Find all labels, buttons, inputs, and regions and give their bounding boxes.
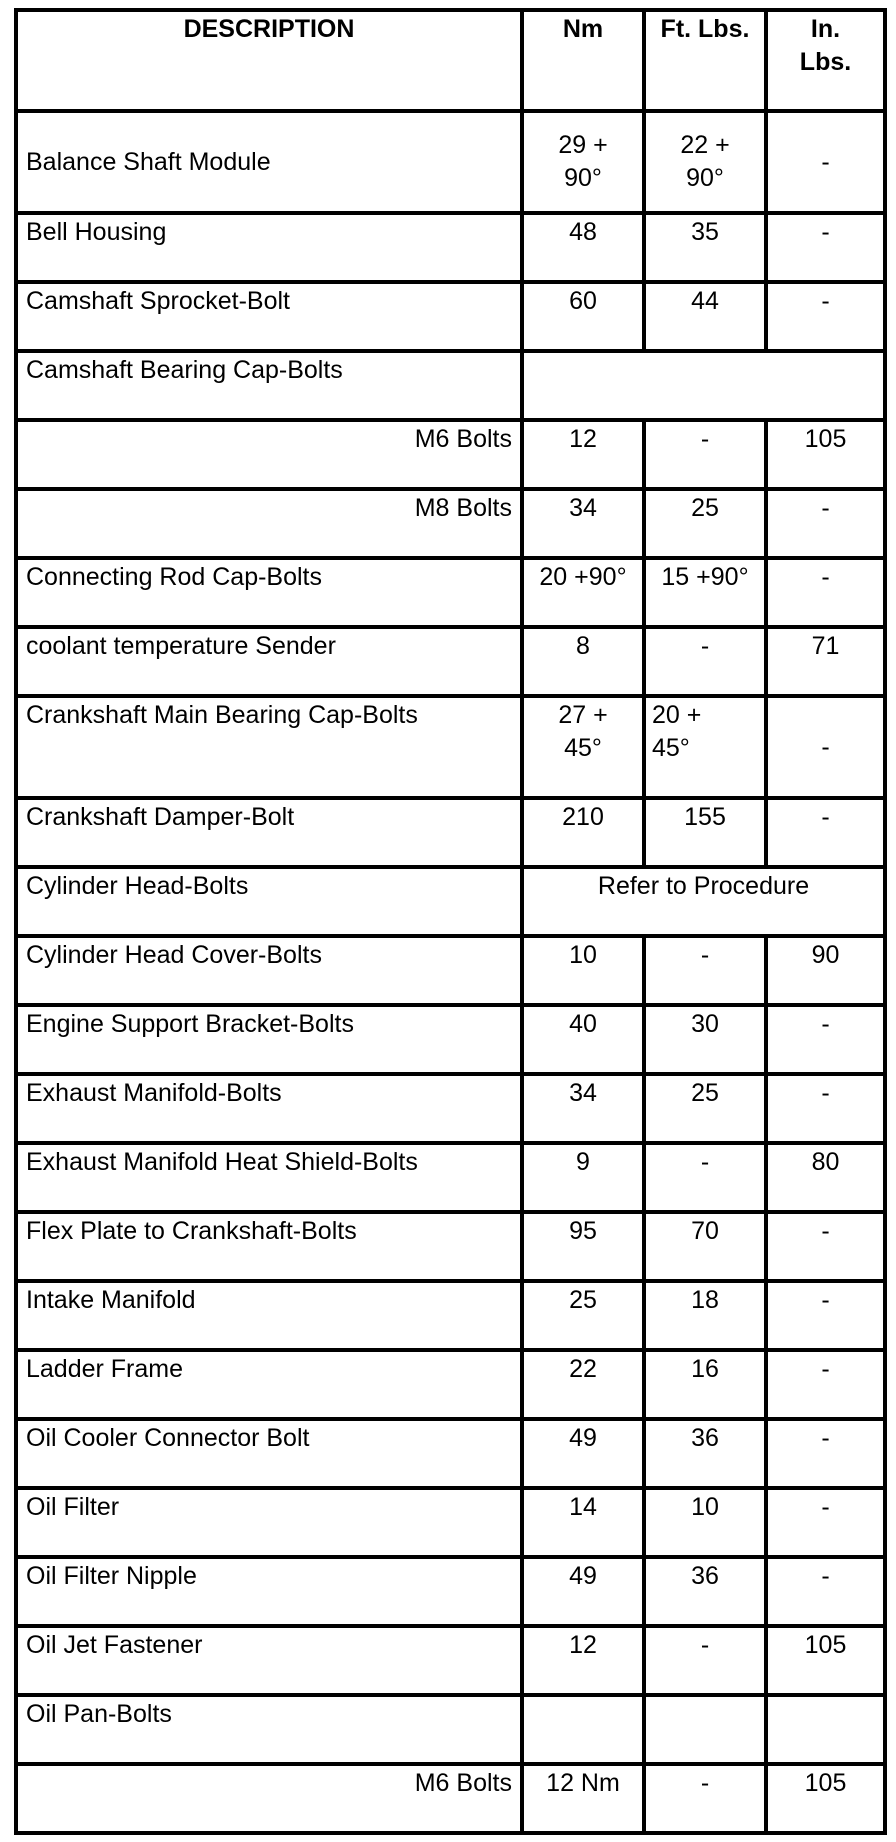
table-row bbox=[16, 1557, 885, 1626]
description-cell: M6 Bolts bbox=[16, 420, 522, 489]
table-row bbox=[16, 696, 885, 798]
description-cell: Crankshaft Main Bearing Cap-Bolts bbox=[16, 696, 522, 798]
description-cell: Exhaust Manifold-Bolts bbox=[16, 1074, 522, 1143]
nm-cell: 27 + 45° bbox=[522, 696, 644, 798]
ft-lbs-cell: 25 bbox=[644, 1074, 766, 1143]
nm-cell: 22 bbox=[522, 1350, 644, 1419]
in-lbs-cell: 105 bbox=[766, 420, 885, 489]
description-cell: Oil Pan-Bolts bbox=[16, 1695, 522, 1764]
header-in-lbs: In. Lbs. bbox=[766, 10, 885, 111]
description-cell: Crankshaft Damper-Bolt bbox=[16, 798, 522, 867]
in-lbs-cell: 90 bbox=[766, 936, 885, 1005]
table-row bbox=[16, 282, 885, 351]
nm-cell: 14 bbox=[522, 1488, 644, 1557]
ft-lbs-cell: 10 bbox=[644, 1488, 766, 1557]
in-lbs-cell: - bbox=[766, 1281, 885, 1350]
in-lbs-cell: - bbox=[766, 213, 885, 282]
nm-cell: 60 bbox=[522, 282, 644, 351]
in-lbs-cell: - bbox=[766, 111, 885, 213]
header-nm: Nm bbox=[522, 10, 644, 111]
nm-cell: 12 Nm bbox=[522, 1764, 644, 1833]
table-row bbox=[16, 1074, 885, 1143]
description-cell: Oil Jet Fastener bbox=[16, 1626, 522, 1695]
ft-lbs-cell: 18 bbox=[644, 1281, 766, 1350]
in-lbs-cell: - bbox=[766, 1005, 885, 1074]
ft-lbs-cell: - bbox=[644, 1764, 766, 1833]
empty-cell bbox=[522, 1695, 644, 1764]
description-cell: Ladder Frame bbox=[16, 1350, 522, 1419]
table-row bbox=[16, 1143, 885, 1212]
table-row bbox=[16, 627, 885, 696]
in-lbs-cell: 80 bbox=[766, 1143, 885, 1212]
nm-cell: 9 bbox=[522, 1143, 644, 1212]
description-cell: Exhaust Manifold Heat Shield-Bolts bbox=[16, 1143, 522, 1212]
table-row bbox=[16, 1419, 885, 1488]
nm-cell: 40 bbox=[522, 1005, 644, 1074]
ft-lbs-cell: 20 + 45° bbox=[644, 696, 766, 798]
description-cell: Camshaft Sprocket-Bolt bbox=[16, 282, 522, 351]
ft-lbs-cell: 22 + 90° bbox=[644, 111, 766, 213]
in-lbs-cell: - bbox=[766, 1350, 885, 1419]
table-row bbox=[16, 420, 885, 489]
table-row bbox=[16, 111, 885, 213]
nm-cell: 25 bbox=[522, 1281, 644, 1350]
description-cell: M6 Bolts bbox=[16, 1764, 522, 1833]
nm-cell: 12 bbox=[522, 420, 644, 489]
empty-cell bbox=[766, 1695, 885, 1764]
description-cell: Flex Plate to Crankshaft-Bolts bbox=[16, 1212, 522, 1281]
procedure-note: Refer to Procedure bbox=[522, 867, 885, 936]
description-cell: Oil Filter Nipple bbox=[16, 1557, 522, 1626]
empty-cell bbox=[644, 1695, 766, 1764]
ft-lbs-cell: 30 bbox=[644, 1005, 766, 1074]
header-row bbox=[16, 10, 885, 111]
description-cell: Engine Support Bracket-Bolts bbox=[16, 1005, 522, 1074]
table-row bbox=[16, 1350, 885, 1419]
description-cell: Balance Shaft Module bbox=[16, 111, 522, 213]
table-row bbox=[16, 213, 885, 282]
description-cell: Bell Housing bbox=[16, 213, 522, 282]
table-row bbox=[16, 558, 885, 627]
in-lbs-cell: - bbox=[766, 1212, 885, 1281]
description-cell: Connecting Rod Cap-Bolts bbox=[16, 558, 522, 627]
ft-lbs-cell: 16 bbox=[644, 1350, 766, 1419]
table-row bbox=[16, 1005, 885, 1074]
description-cell: Oil Filter bbox=[16, 1488, 522, 1557]
table-row bbox=[16, 1764, 885, 1833]
nm-cell: 29 + 90° bbox=[522, 111, 644, 213]
header-ft-lbs: Ft. Lbs. bbox=[644, 10, 766, 111]
description-cell: M8 Bolts bbox=[16, 489, 522, 558]
in-lbs-cell: - bbox=[766, 282, 885, 351]
nm-cell: 49 bbox=[522, 1419, 644, 1488]
table-row bbox=[16, 1695, 885, 1764]
table-row bbox=[16, 1212, 885, 1281]
table-row bbox=[16, 1281, 885, 1350]
in-lbs-cell: - bbox=[766, 696, 885, 798]
ft-lbs-cell: 36 bbox=[644, 1419, 766, 1488]
table-row bbox=[16, 489, 885, 558]
nm-cell: 12 bbox=[522, 1626, 644, 1695]
in-lbs-cell: - bbox=[766, 1488, 885, 1557]
ft-lbs-cell: 36 bbox=[644, 1557, 766, 1626]
ft-lbs-cell: 44 bbox=[644, 282, 766, 351]
in-lbs-cell: 71 bbox=[766, 627, 885, 696]
ft-lbs-cell: - bbox=[644, 1143, 766, 1212]
in-lbs-cell: - bbox=[766, 1557, 885, 1626]
ft-lbs-cell: - bbox=[644, 627, 766, 696]
in-lbs-cell: - bbox=[766, 558, 885, 627]
table-row bbox=[16, 867, 885, 936]
nm-cell: 8 bbox=[522, 627, 644, 696]
in-lbs-cell: - bbox=[766, 798, 885, 867]
empty-cell bbox=[522, 351, 885, 420]
description-cell: Cylinder Head Cover-Bolts bbox=[16, 936, 522, 1005]
table-row bbox=[16, 1488, 885, 1557]
ft-lbs-cell: - bbox=[644, 1626, 766, 1695]
description-cell: Cylinder Head-Bolts bbox=[16, 867, 522, 936]
ft-lbs-cell: - bbox=[644, 420, 766, 489]
ft-lbs-cell: 25 bbox=[644, 489, 766, 558]
table-row bbox=[16, 1626, 885, 1695]
description-cell: Oil Cooler Connector Bolt bbox=[16, 1419, 522, 1488]
ft-lbs-cell: 70 bbox=[644, 1212, 766, 1281]
nm-cell: 20 +90° bbox=[522, 558, 644, 627]
in-lbs-cell: 105 bbox=[766, 1626, 885, 1695]
ft-lbs-cell: 155 bbox=[644, 798, 766, 867]
in-lbs-cell: 105 bbox=[766, 1764, 885, 1833]
ft-lbs-cell: 35 bbox=[644, 213, 766, 282]
ft-lbs-cell: 15 +90° bbox=[644, 558, 766, 627]
in-lbs-cell: - bbox=[766, 1074, 885, 1143]
nm-cell: 210 bbox=[522, 798, 644, 867]
table-row bbox=[16, 798, 885, 867]
in-lbs-cell: - bbox=[766, 489, 885, 558]
table-row bbox=[16, 936, 885, 1005]
description-cell: Camshaft Bearing Cap-Bolts bbox=[16, 351, 522, 420]
table-row bbox=[16, 351, 885, 420]
nm-cell: 34 bbox=[522, 1074, 644, 1143]
torque-specification-table bbox=[14, 8, 887, 1835]
nm-cell: 48 bbox=[522, 213, 644, 282]
description-cell: Intake Manifold bbox=[16, 1281, 522, 1350]
in-lbs-cell: - bbox=[766, 1419, 885, 1488]
nm-cell: 49 bbox=[522, 1557, 644, 1626]
nm-cell: 34 bbox=[522, 489, 644, 558]
nm-cell: 10 bbox=[522, 936, 644, 1005]
ft-lbs-cell: - bbox=[644, 936, 766, 1005]
header-description: DESCRIPTION bbox=[16, 10, 522, 111]
nm-cell: 95 bbox=[522, 1212, 644, 1281]
description-cell: coolant temperature Sender bbox=[16, 627, 522, 696]
